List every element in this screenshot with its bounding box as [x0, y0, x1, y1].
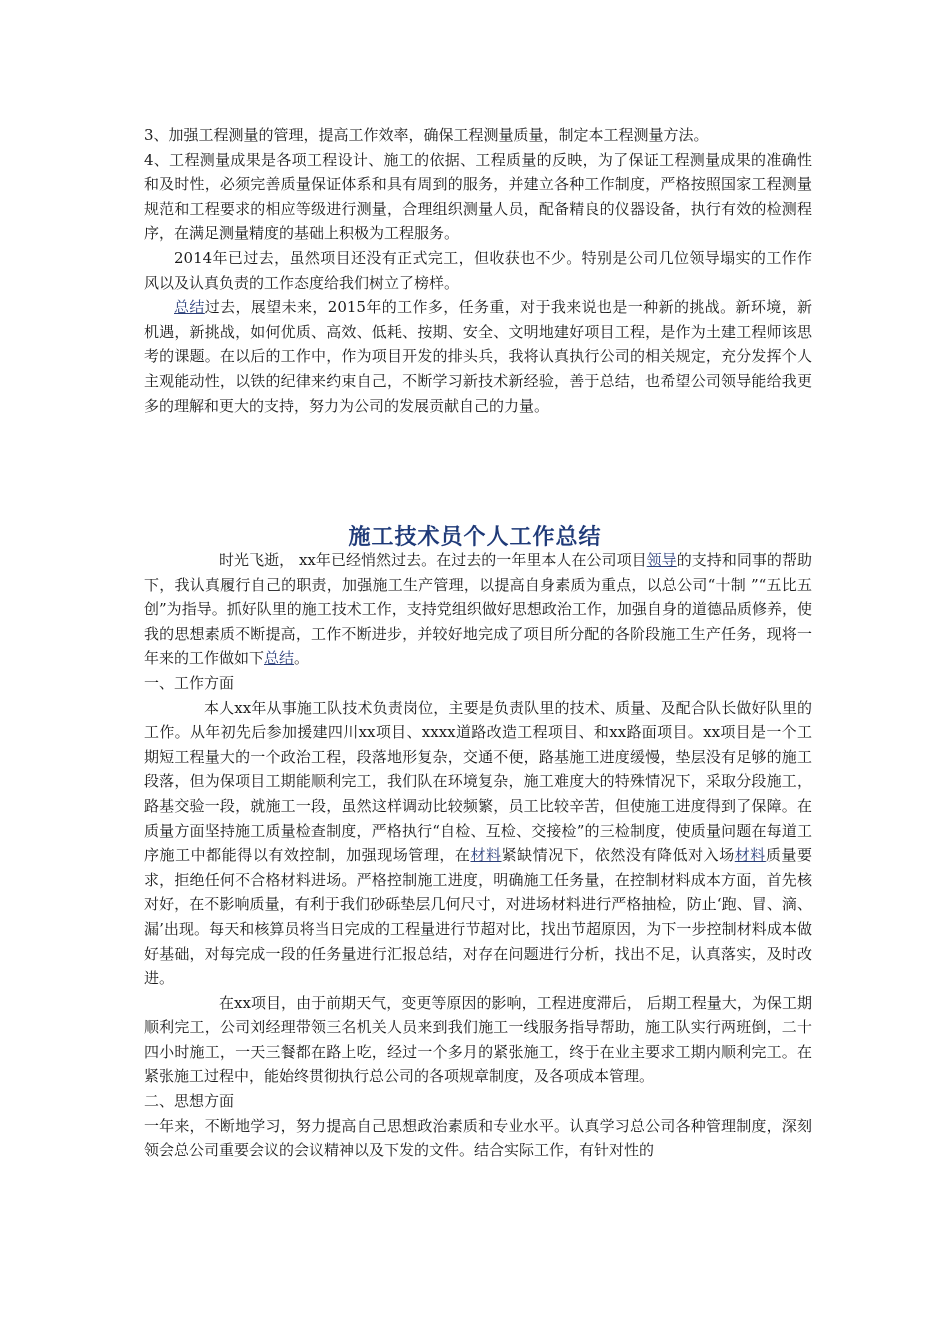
paragraph-measurement-3: 3、加强工程测量的管理，提高工作效率，确保工程测量质量，制定本工程测量方法。	[144, 126, 709, 144]
intro-text-a: 时光飞逝， xx年已经悄然过去。在过去的一年里本人在公司项目	[219, 551, 647, 569]
link-summary-2[interactable]: 总结	[264, 649, 295, 668]
heading-thought: 二、思想方面	[144, 1092, 235, 1111]
paragraph-thought: 一年来，不断地学习，努力提高自己思想政治素质和专业水平。认真学习总公司各种管理制度，深刻领会总公司重要会议的会议精神以及下发的文件。结合实际工作，有针对性的	[144, 1116, 812, 1160]
link-leadership[interactable]: 领导	[646, 551, 677, 569]
intro-text-c: 。	[294, 649, 310, 668]
work-text-a: 本人xx年从事施工队技术负责岗位，主要是负责队里的技术、质量、及配合队长做好队里的工作。从年初先后参加援建四川xx项目、xxxx道路改造工程项目、和xx路面项目。xx项目是一个工期短工程量大的一个政治工程，段落地形复杂，交通不便，路基施工进度缓慢，垫层没有足够的施工段落，但为保项目工期能顺利完工，我们队在环境复杂，施工难度大的特殊情况下，采取分段施工，路基交验一段，就施工一段，虽然这样调动比较频繁，员工比较辛苦，但使施工进度得到了保障。在质量方面坚持施工质量检查制度，严格执行“自检、互检、交接检”的三检制度，使质量问题在每道工序施工中都能得以有效控制，加强现场管理，在	[144, 698, 812, 865]
paragraph-work-2: 在xx项目，由于前期天气，变更等原因的影响，工程进度滞后， 后期工程量大，为保工期顺利完工，公司刘经理带领三名机关人员来到我们施工一线服务指导帮助，施工队实行两班倒，二十四小时施工，一天三餐都在路上吃，经过一个多月的紧张施工，终于在业主要求工期内顺利完工。在紧张施工过程中，能始终贯彻执行总公司的各项规章制度，及各项成本管理。	[144, 993, 812, 1086]
paragraph-2014-text: 2014年已过去，虽然项目还没有正式完工，但收获也不少。特别是公司几位领导塌实的工作作风以及认真负责的工作态度给我们树立了榜样。	[144, 248, 812, 292]
document-title: 施工技术员个人工作总结	[348, 525, 602, 550]
link-materials-1[interactable]: 材料	[470, 846, 502, 865]
paragraph-measurement-4: 4、工程测量成果是各项工程设计、施工的依据、工程质量的反映，为了保证工程测量成果的准确性和及时性，必须完善质量保证体系和具有周到的服务，并建立各种工作制度，严格按照国家工程测量规范和工程要求的相应等级进行测量，合理组织测量人员，配备精良的仪器设备，执行有效的检测程序，在满足测量精度的基础上积极为工程服务。	[144, 150, 812, 243]
link-materials-2[interactable]: 材料	[734, 846, 766, 865]
section-technician-summary	[144, 548, 812, 1163]
paragraph-work-1	[144, 696, 812, 991]
paragraph-outlook-text: 过去，展望未来，2015年的工作多，任务重，对于我来说也是一种新的挑战。新环境，新机遇，新挑战，如何优质、高效、低耗、按期、安全、文明地建好项目工程，是作为土建工程师该思考的课题。在以后的工作中，作为项目开发的排头兵，我将认真执行公司的相关规定，充分发挥个人主观能动性，以铁的纪律来约束自己，不断学习新技术新经验，善于总结，也希望公司领导能给我更多的理解和更大的支持，努力为公司的发展贡献自己的力量。	[144, 298, 812, 415]
heading-work: 一、工作方面	[144, 673, 235, 692]
work-text-b: 紧缺情况下，依然没有降低对入场	[501, 846, 735, 865]
link-summary[interactable]: 总结	[174, 298, 205, 317]
paragraph-outlook	[144, 295, 812, 418]
paragraph-2014	[144, 246, 812, 295]
intro-text-b: 的支持和同事的帮助下，我认真履行自己的职责，加强施工生产管理，以提高自身素质为重点，以总公司“十制 ”“五比五创”为指导。抓好队里的施工技术工作，支持党组织做好思想政治工作，加强自身的道德品质修养，使我的思想素质不断提高，工作不断进步，并较好地完成了项目所分配的各阶段施工生产任务，现将一年来的工作做如下	[144, 551, 812, 668]
work-text-c: 质量要求，拒绝任何不合格材料进场。严格控制施工进度，明确施工任务量，在控制材料成本方面，首先核对好，在不影响质量，有利于我们砂砾垫层几何尺寸，对进场材料进行严格抽检，防止‘跑、冒、滴、漏’出现。每天和核算员将当日完成的工程量进行节超对比，找出节超原因，为下一步控制材料成本做好基础，对每完成一段的任务量进行汇报总结，对存在问题进行分析，找出不足，认真落实，及时改进。	[144, 846, 812, 988]
paragraph-intro	[144, 548, 812, 671]
section-previous-summary	[144, 123, 812, 418]
